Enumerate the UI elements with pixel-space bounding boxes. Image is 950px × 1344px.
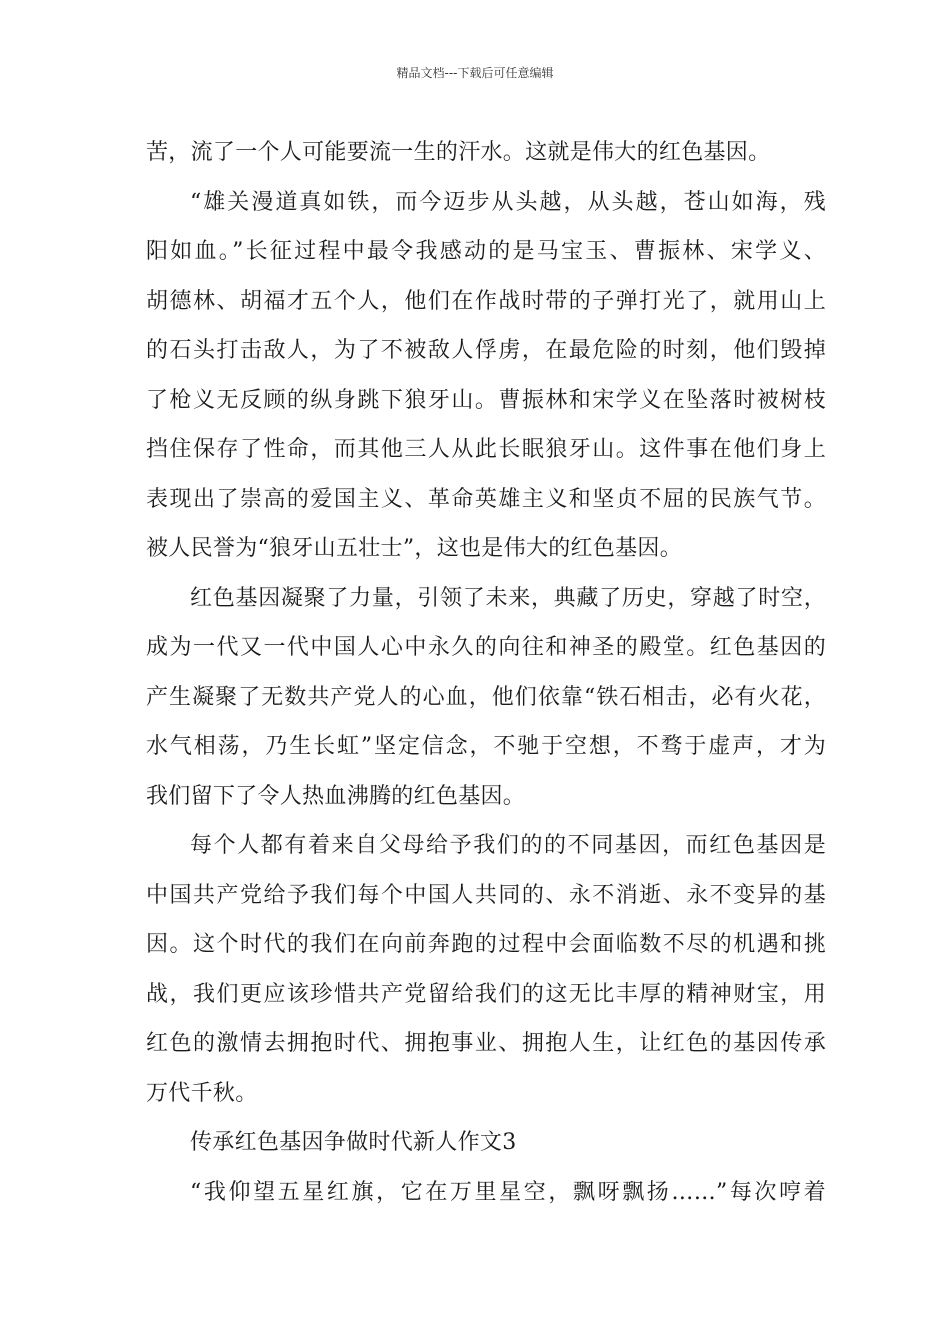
text-line: “我仰望五星红旗，它在万里星空，飘呀飘扬……”每次哼着: [190, 1179, 826, 1205]
text-line: 被人民誉为“狼牙山五壮士”，这也是伟大的红色基因。: [146, 536, 682, 561]
text-line: 每个人都有着来自父母给予我们的的不同基因，而红色基因是: [190, 833, 826, 858]
text-line: 因。这个时代的我们在向前奔跑的过程中会面临数不尽的机遇和挑: [146, 932, 826, 957]
text-line: 万代千秋。: [146, 1080, 258, 1106]
paragraph: [146, 178, 826, 574]
text-line: 战，我们更应该珍惜共产党留给我们的这无比丰厚的精神财宝，用: [146, 981, 826, 1007]
page-header: 精品文档---下载后可任意编辑: [396, 66, 554, 80]
paragraph: [146, 128, 826, 178]
text-line: 成为一代又一代中国人心中永久的向往和神圣的殿堂。红色基因的: [146, 635, 826, 660]
section-heading: [146, 1118, 826, 1168]
text-line: 胡德林、胡福才五个人，他们在作战时带的子弹打光了，就用山上: [146, 288, 826, 314]
text-line: 苦，流了一个人可能要流一生的汗水。这就是伟大的红色基因。: [146, 140, 771, 165]
document-body: [146, 128, 826, 1217]
text-line: 的石头打击敌人，为了不被敌人俘虏，在最危险的时刻，他们毁掉: [146, 338, 826, 363]
text-line: 阳如血。”长征过程中最令我感动的是马宝玉、曹振林、宋学义、: [146, 239, 826, 264]
text-line: 挡住保存了性命，而其他三人从此长眠狼牙山。这件事在他们身上: [146, 437, 826, 462]
text-line: 水气相荡，乃生长虹”坚定信念，不驰于空想，不骛于虚声，才为: [146, 734, 826, 759]
text-line: “雄关漫道真如铁，而今迈步从头越，从头越，苍山如海，残: [190, 189, 826, 215]
text-line: 了枪义无反顾的纵身跳下狼牙山。曹振林和宋学义在坠落时被树枝: [146, 387, 826, 413]
paragraph: [146, 1168, 826, 1218]
text-line: 红色的激情去拥抱时代、拥抱事业、拥抱人生，让红色的基因传承: [146, 1031, 826, 1056]
text-line: 表现出了崇高的爱国主义、革命英雄主义和坚贞不屈的民族气节。: [146, 486, 826, 512]
text-line: 中国共产党给予我们每个中国人共同的、永不消逝、永不变异的基: [146, 882, 826, 908]
text-line: 我们留下了令人热血沸腾的红色基因。: [146, 783, 526, 809]
text-line: 传承红色基因争做时代新人作文3: [190, 1130, 517, 1155]
paragraph: [146, 574, 826, 822]
paragraph: [146, 821, 826, 1118]
text-line: 红色基因凝聚了力量，引领了未来，典藏了历史，穿越了时空，: [190, 585, 826, 611]
text-line: 产生凝聚了无数共产党人的心血，他们依靠“铁石相击，必有火花，: [146, 684, 826, 710]
